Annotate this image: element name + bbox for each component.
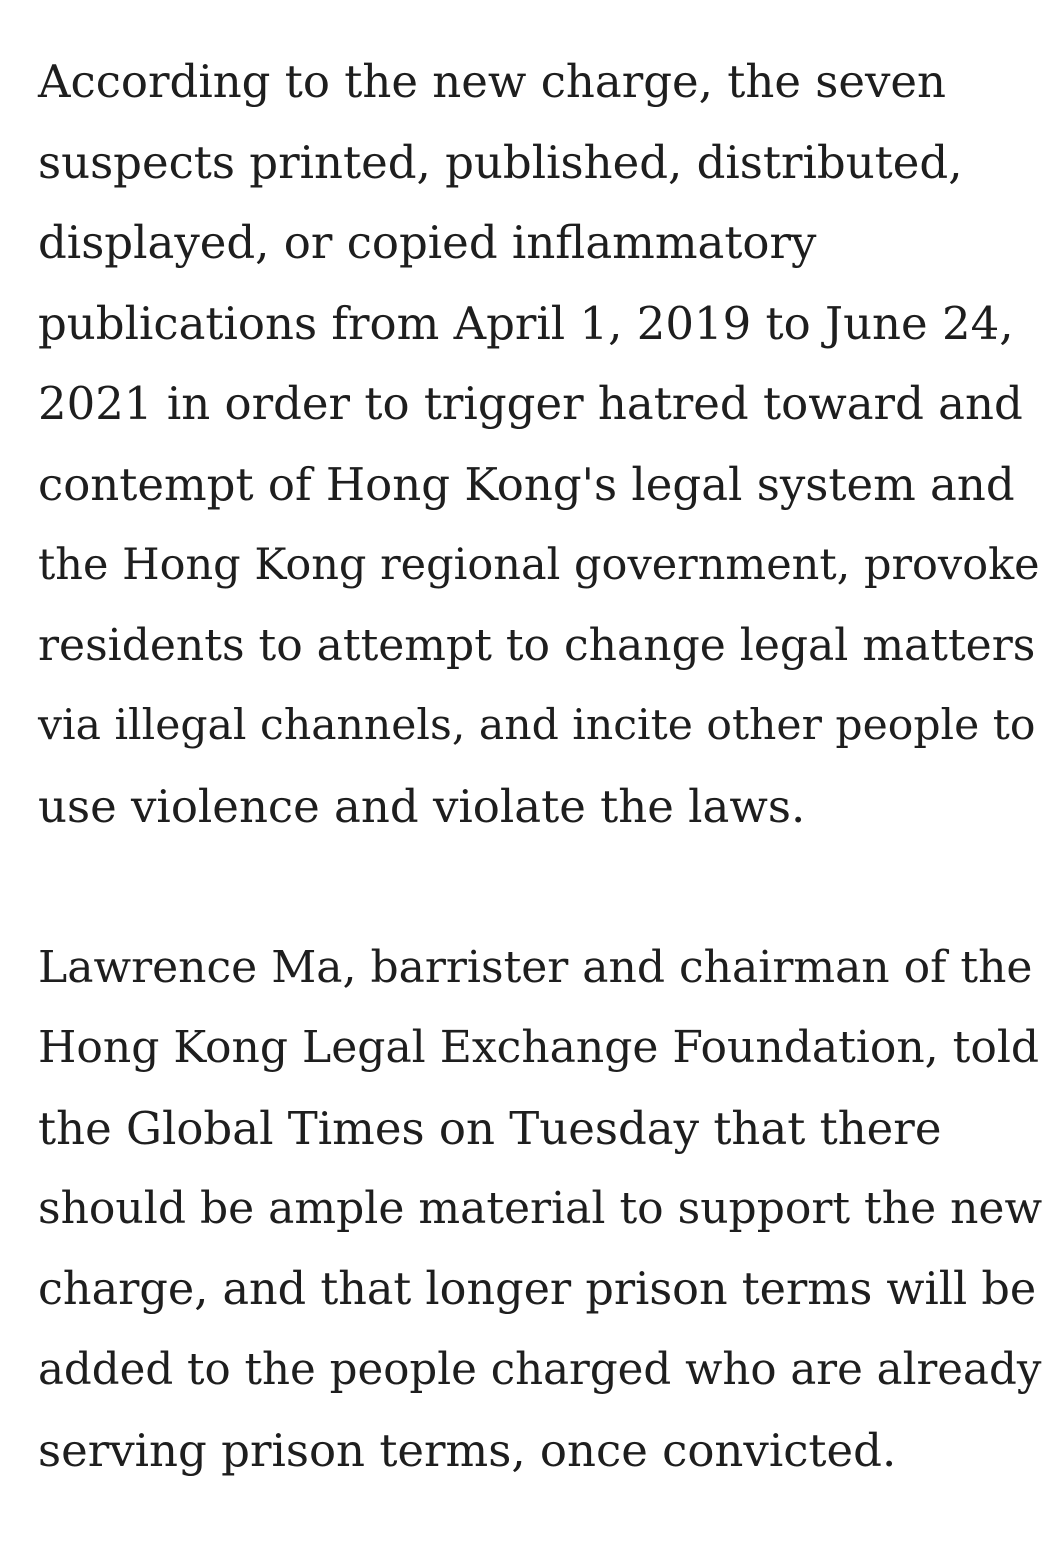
text-line: 2021 in order to trigger hatred toward and <box>38 377 1023 430</box>
text-line: should be ample material to support the new <box>38 1183 1043 1234</box>
article-body <box>38 42 1043 1491</box>
text-line: serving prison terms, once convicted. <box>38 1423 897 1477</box>
text-line: the Hong Kong regional government, provoke <box>38 540 1040 590</box>
text-line: displayed, or copied inflammatory <box>38 216 817 269</box>
text-line: via illegal channels, and incite other people to <box>38 701 1036 750</box>
text-line: use violence and violate the laws. <box>38 779 806 833</box>
text-line: residents to attempt to change legal matters <box>38 619 1036 671</box>
text-line: suspects printed, published, distributed, <box>38 135 963 189</box>
text-line: contempt of Hong Kong's legal system and <box>38 457 1015 511</box>
text-line: According to the new charge, the seven <box>38 55 947 108</box>
text-line: the Global Times on Tuesday that there <box>38 1101 942 1155</box>
paragraph-2 <box>38 928 1043 1492</box>
paragraph-spacer <box>38 847 1043 928</box>
text-line: charge, and that longer prison terms will be <box>38 1263 1037 1315</box>
text-line: added to the people charged who are already <box>38 1345 1042 1395</box>
text-line: Lawrence Ma, barrister and chairman of the <box>38 941 1033 993</box>
paragraph-1 <box>38 42 1043 847</box>
text-line: publications from April 1, 2019 to June 24, <box>38 296 1014 350</box>
text-line: Hong Kong Legal Exchange Foundation, told <box>38 1022 1040 1073</box>
